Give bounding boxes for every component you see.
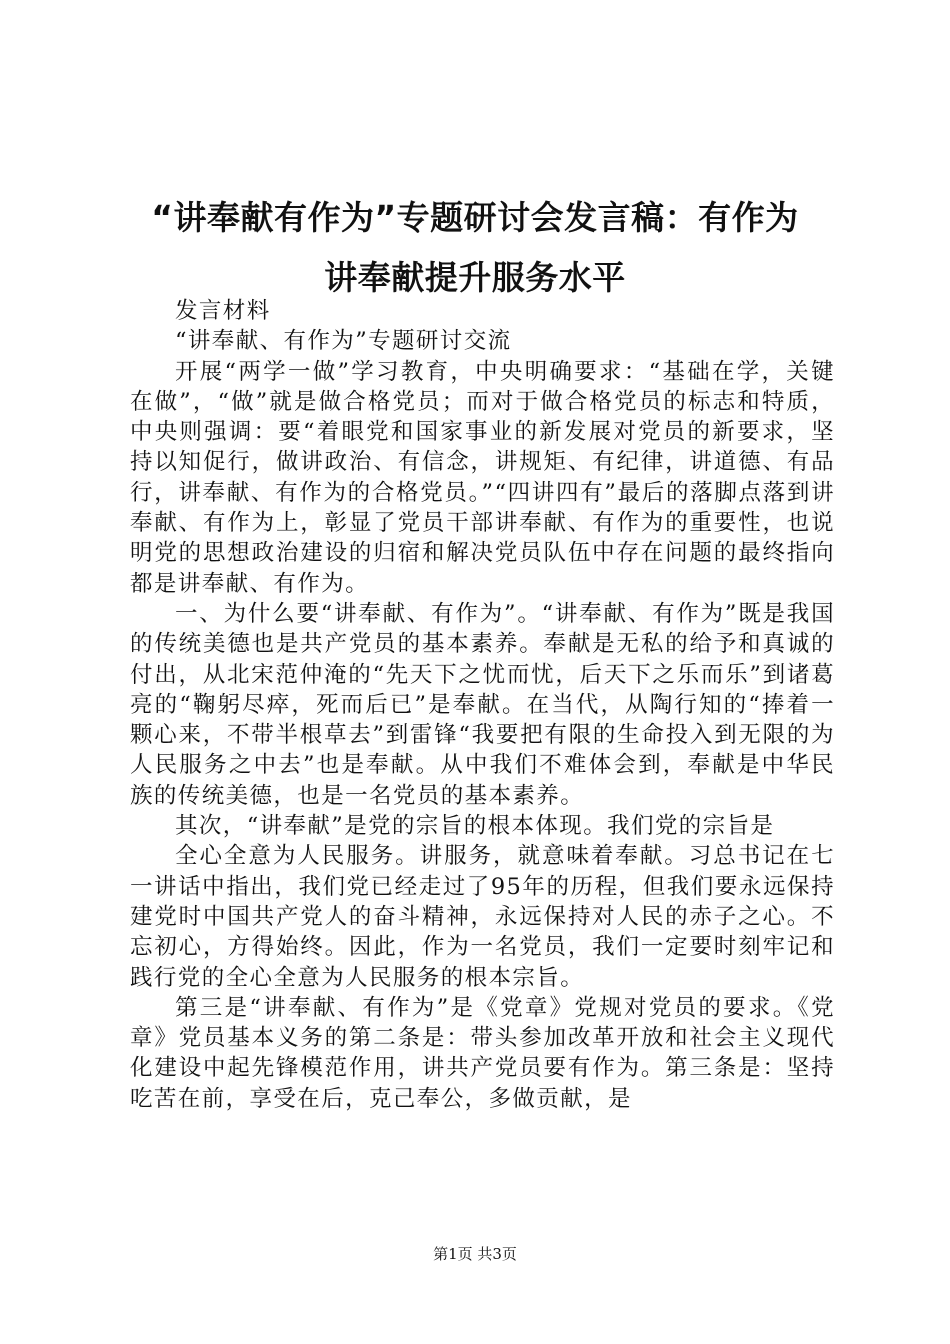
paragraph-subtitle: “讲奉献、有作为”专题研讨交流 <box>175 328 512 355</box>
paragraph: 全心全意为人民服务。讲服务，就意味着奉献。习总书记在七一讲话中指出，我们党已经走过了95年的历程，但我们要永远保持建党时中国共产党人的奋斗精神，永远保持对人民的赤子之心。不忘初心，方得始终。因此，作为一名党员，我们一定要时刻牢记和践行党的全心全意为人民服务的根本宗旨。 <box>130 843 835 991</box>
paragraph: 第三是“讲奉献、有作为”是《党章》党规对党员的要求。《党章》党员基本义务的第二条是：带头参加改革开放和社会主义现代化建设中起先锋模范作用，讲共产党员要有作为。第三条是：坚持吃苦在前，享受在后，克己奉公，多做贡献，是 <box>130 994 835 1112</box>
page-footer: 第1页 共3页 <box>433 1245 517 1263</box>
title-line-2: 讲奉献提升服务水平 <box>324 258 626 297</box>
paragraph: 一、为什么要“讲奉献、有作为”。“讲奉献、有作为”既是我国的传统美德也是共产党员的基本素养。奉献是无私的给予和真诚的付出，从北宋范仲淹的“先天下之忧而忧，后天下之乐而乐”到诸葛亮的“鞠躬尽瘁，死而后已”是奉献。在当代，从陶行知的“捧着一颗心来，不带半根草去”到雷锋“我要把有限的生命投入到无限的为人民服务之中去”也是奉献。从中我们不难体会到，奉献是中华民族的传统美德，也是一名党员的基本素养。 <box>130 600 835 809</box>
title-line-1: “讲奉献有作为”专题研讨会发言稿：有作为 <box>151 198 799 237</box>
document-title <box>110 188 840 308</box>
document-body <box>130 296 835 1114</box>
paragraph-label: 发言材料 <box>175 298 271 324</box>
paragraph: 开展“两学一做”学习教育，中央明确要求：“基础在学，关键在做”，“做”就是做合格党员；而对于做合格党员的标志和特质，中央则强调：要“着眼党和国家事业的新发展对党员的新要求，坚持以知促行，做讲政治、有信念，讲规矩、有纪律，讲道德、有品行，讲奉献、有作为的合格党员。”“四讲四有”最后的落脚点落到讲奉献、有作为上，彰显了党员干部讲奉献、有作为的重要性，也说明党的思想政治建设的归宿和解决党员队伍中存在问题的最终指向都是讲奉献、有作为。 <box>130 358 835 597</box>
paragraph: 其次，“讲奉献”是党的宗旨的根本体现。我们党的宗旨是 <box>175 813 775 840</box>
